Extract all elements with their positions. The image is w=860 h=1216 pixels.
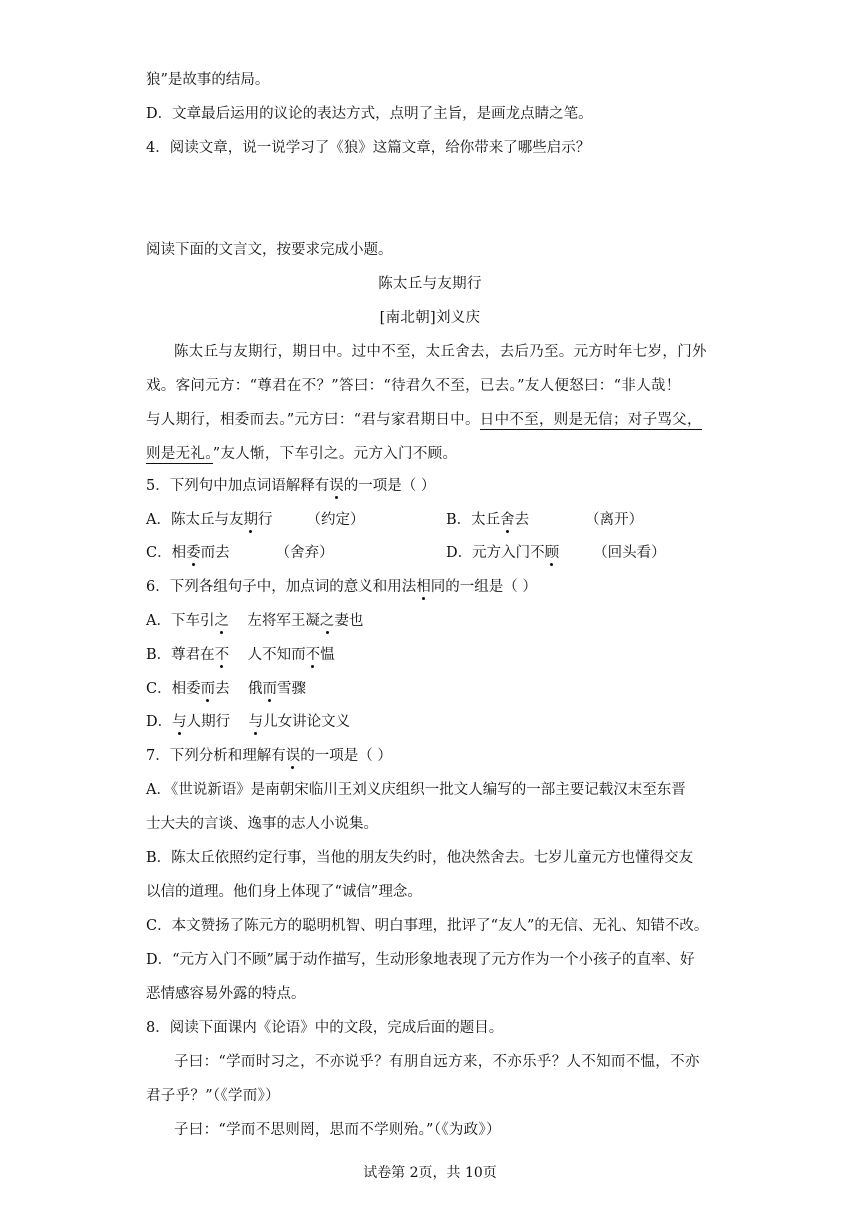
question-4: 4．阅读文章，说一说学习了《狼》这篇文章，给你带来了哪些启示？ — [146, 140, 591, 156]
question-6 — [146, 577, 537, 597]
underlined-sentence-1: 日中不至，则是无信；对子骂父， — [479, 412, 702, 428]
passage-line-4-text: ”友人惭，下车引之。元方入门不顾。 — [212, 446, 458, 462]
q5-option-c: C．相委而去 （舍弃） — [146, 545, 334, 561]
underlined-sentence-2: 则是无礼。 — [146, 446, 213, 462]
q8-text-3: 子曰：“学而不思则罔，思而不学则殆。”（《为政》） — [174, 1122, 501, 1138]
section-intro: 阅读下面的文言文，按要求完成小题。 — [146, 242, 393, 258]
page-footer: 试卷第 2页，共 10页 — [363, 1165, 497, 1181]
q7-option-a-2: 士大夫的言谈、逸事的志人小说集。 — [146, 816, 378, 832]
passage-title: 陈太丘与友期行 — [378, 276, 482, 292]
q8-text-1: 子曰：“学而时习之，不亦说乎？有朋自远方来，不亦乐乎？人不知而不愠，不亦 — [174, 1054, 700, 1070]
q5-option-b: B．太丘舍去 （离开） — [446, 512, 644, 528]
passage-author: [南北朝]刘义庆 — [379, 310, 481, 326]
q6-option-a: A．下车引之 左将军王凝之妻也 — [146, 613, 364, 629]
q5-dotted: 误 — [329, 478, 344, 494]
q7-stem: 7．下列分析和理解有 — [146, 748, 286, 764]
q6-option-c: C．相委而去 俄而雪骤 — [146, 681, 307, 697]
q7-option-d-2: 恶情感容易外露的特点。 — [146, 986, 306, 1002]
passage-line-3 — [146, 410, 702, 430]
q7-stem-end: 的一项是（ ） — [300, 748, 392, 764]
q6-option-b: B．尊君在不 人不知而不愠 — [146, 647, 335, 663]
q6-option-d: D．与人期行 与儿女讲论文义 — [146, 714, 351, 730]
q6-stem-end: 同的一组是（ ） — [430, 579, 537, 595]
q7-option-a-1: A．《世说新语》是南朝宋临川王刘义庆组织一批文人编写的一部主要记载汉末至东晋 — [146, 782, 686, 798]
q7-option-c: C．本文赞扬了陈元方的聪明机智、明白事理，批评了“友人”的无信、无礼、知错不改。 — [146, 918, 709, 934]
passage-line-4 — [146, 444, 457, 464]
q6-stem: 6．下列各组句子中，加点词的意义和用法 — [146, 579, 417, 595]
q8-text-2: 君子乎？”（《学而》） — [146, 1088, 280, 1104]
q6-dotted: 相 — [416, 579, 431, 595]
question-8: 8．阅读下面课内《论语》中的文段，完成后面的题目。 — [146, 1020, 504, 1036]
q7-dotted: 误 — [285, 748, 301, 764]
q7-option-b-1: B．陈太丘依照约定行事，当他的朋友失约时，他决然舍去。七岁儿童元方也懂得交友 — [146, 850, 694, 866]
q5-row-ab — [146, 510, 746, 530]
q5-option-d: D．元方入门不顾 （回头看） — [446, 545, 666, 561]
q7-option-b-2: 以信的道理。他们身上体现了“诚信”理念。 — [146, 884, 422, 900]
passage-line-3-text: 与人期行，相委而去。”元方曰：“君与家君期日中。 — [146, 412, 480, 428]
option-d: D．文章最后运用的议论的表达方式，点明了主旨，是画龙点睛之笔。 — [146, 106, 593, 122]
option-d-continuation: 狼”是故事的结局。 — [146, 72, 270, 88]
question-5 — [146, 476, 435, 496]
q5-stem-end: 的一项是（ ） — [343, 478, 436, 494]
q5-stem: 5．下列句中加点词语解释有 — [146, 478, 330, 494]
q5-row-cd — [146, 543, 746, 563]
q7-option-d-1: D．“元方入门不顾”属于动作描写，生动形象地表现了元方作为一个小孩子的直率、好 — [146, 952, 695, 968]
passage-line-2: 戏。客问元方：“尊君在不？”答曰：“待君久不至，已去。”友人便怒曰：“非人哉！ — [146, 378, 681, 394]
question-7 — [146, 746, 392, 766]
passage-line-1: 陈太丘与友期行，期日中。过中不至，太丘舍去，去后乃至。元方时年七岁，门外 — [174, 344, 707, 360]
q5-option-a: A．陈太丘与友期行 （约定） — [146, 512, 365, 528]
